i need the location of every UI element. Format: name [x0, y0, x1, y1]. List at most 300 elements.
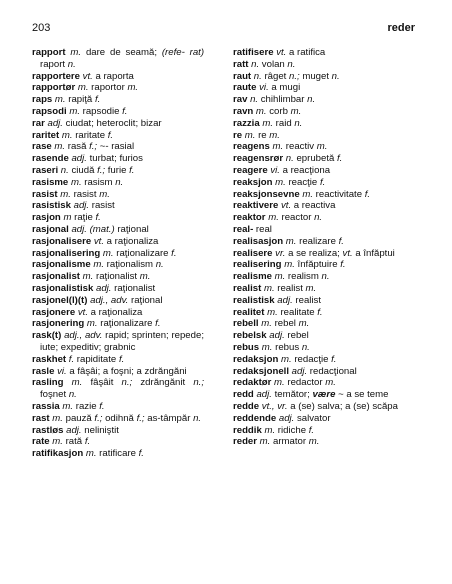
dictionary-entry [32, 354, 204, 366]
headword: reder [233, 436, 257, 448]
grammar-abbrev: m. [258, 318, 272, 330]
grammar-abbrev: n. [314, 212, 323, 224]
headword: rapsodi [32, 105, 67, 117]
dictionary-entry [32, 236, 204, 248]
definition: raţionalism [104, 259, 156, 271]
grammar-abbrev: f. [331, 353, 337, 365]
grammar-abbrev: f.; [136, 412, 145, 424]
dictionary-entry [32, 130, 204, 142]
definition: raţionalizare [97, 318, 156, 330]
dictionary-entry [32, 436, 204, 448]
dictionary-entry [233, 47, 405, 59]
dictionary-entry [233, 236, 405, 248]
emphasis: være [312, 389, 336, 401]
dictionary-entry [233, 389, 405, 401]
definition: ~- rasial [97, 141, 135, 153]
definition: corb [266, 105, 291, 117]
grammar-abbrev: f. [138, 448, 144, 460]
definition: turbat; furios [86, 153, 143, 165]
definition: ~ a se teme [335, 389, 389, 401]
headword: reagens [233, 141, 270, 153]
grammar-abbrev: m. [261, 282, 275, 294]
grammar-abbrev: m. [242, 129, 256, 141]
definition: raportor [88, 82, 128, 94]
definition: înfăptuire [294, 259, 341, 271]
definition: as-tâmpăr [144, 412, 194, 424]
grammar-abbrev: adj., adv. [61, 330, 103, 342]
definition: a înfăptui [352, 247, 395, 259]
grammar-abbrev: f. [308, 424, 315, 436]
definition: re [255, 129, 270, 141]
dictionary-entry [233, 271, 405, 283]
grammar-abbrev: n.; [121, 377, 133, 389]
dictionary-entry [32, 366, 204, 378]
dictionary-entry [32, 94, 204, 106]
headword: raut [233, 70, 252, 82]
grammar-abbrev: adj. [266, 330, 285, 342]
dictionary-entry [32, 82, 204, 94]
grammar-abbrev: n. [67, 58, 76, 70]
grammar-abbrev: n. [301, 341, 310, 353]
grammar-abbrev: adj., adv. [87, 294, 129, 306]
headword: rasjonalistisk [32, 282, 94, 294]
dictionary-entry [233, 342, 405, 354]
headword: redd [233, 389, 254, 401]
guide-word: reder [387, 22, 415, 34]
page-number: 203 [32, 22, 51, 34]
headword: rasjonel(l)(t) [32, 294, 88, 306]
grammar-abbrev: m. [90, 259, 104, 271]
dictionary-entry [233, 401, 405, 413]
definition: rebel [284, 330, 309, 342]
grammar-abbrev: m. [49, 436, 63, 448]
headword: realist [233, 282, 262, 294]
definition: rebel [271, 318, 299, 330]
grammar-abbrev: f. [171, 247, 177, 259]
headword: reaksjon [233, 176, 273, 188]
definition: a ratifica [286, 47, 326, 58]
dictionary-entry [233, 200, 405, 212]
grammar-abbrev: f. [122, 105, 128, 117]
headword: rasjonering [32, 318, 85, 330]
definition: real [253, 223, 272, 235]
grammar-abbrev: vt. [79, 70, 93, 82]
dictionary-entry [32, 212, 204, 224]
definition: armator [270, 436, 309, 448]
grammar-abbrev: m. [59, 129, 73, 141]
dictionary-entry [233, 295, 405, 307]
definition: raţional [114, 223, 149, 235]
dictionary-entry [233, 425, 405, 437]
headword: reddende [233, 412, 277, 424]
definition: realist [274, 282, 306, 294]
grammar-abbrev: n. [331, 70, 340, 82]
definition: raţionalist [111, 282, 156, 294]
grammar-abbrev: f.; [89, 141, 98, 153]
grammar-abbrev: m. [281, 259, 295, 271]
grammar-abbrev: adj. [253, 389, 272, 401]
grammar-abbrev: m. [290, 105, 302, 117]
grammar-abbrev: m. [272, 176, 286, 188]
dictionary-entry [32, 153, 204, 165]
grammar-abbrev: m. [80, 271, 94, 283]
dictionary-entry [233, 153, 405, 165]
definition: salvator [294, 412, 331, 424]
dictionary-entry [32, 307, 204, 319]
grammar-abbrev: m. [264, 306, 278, 318]
headword: rapportere [32, 70, 80, 82]
grammar-abbrev: adj. [93, 282, 112, 294]
grammar-abbrev: m. [283, 235, 297, 247]
definition: eprubetă [293, 153, 338, 165]
definition: rapiditate [74, 353, 119, 365]
grammar-abbrev: m. [100, 247, 114, 259]
dictionary-entry [233, 436, 405, 448]
definition: rapid; sprinten; repede; iute; expeditiv; grabnic [40, 330, 204, 353]
grammar-abbrev: m. [49, 412, 63, 424]
grammar-abbrev: f. [364, 188, 371, 200]
grammar-abbrev: f. [155, 318, 161, 330]
headword: rask(t) [32, 330, 62, 342]
definition: razie [73, 400, 100, 412]
dictionary-entry [233, 212, 405, 224]
definition: ridiche [275, 424, 309, 436]
grammar-abbrev: adj. [68, 153, 87, 165]
headword: rassia [32, 400, 60, 412]
grammar-abbrev: rat) [189, 47, 205, 58]
grammar-abbrev: m. [127, 82, 139, 94]
grammar-abbrev: f. [129, 164, 135, 176]
headword: realistisk [233, 294, 275, 306]
definition: redacţional [307, 365, 357, 377]
headword: ratifikasjon [32, 448, 84, 460]
dictionary-entry [233, 259, 405, 271]
grammar-abbrev: m. [99, 188, 110, 200]
grammar-abbrev: vi. [256, 82, 269, 94]
definition: fâşâit [82, 377, 122, 389]
dictionary-entry [32, 47, 204, 71]
headword: rapportør [32, 82, 76, 94]
grammar-abbrev: n. [307, 94, 316, 106]
dictionary-entry [32, 283, 204, 295]
grammar-abbrev: n. [283, 153, 294, 165]
dictionary-entry [32, 318, 204, 330]
grammar-abbrev: f. [94, 94, 101, 106]
headword: real- [233, 223, 254, 235]
headword: raseri [32, 164, 59, 176]
dictionary-entry [233, 377, 405, 389]
headword: rasjonal [32, 223, 69, 235]
definition: realism [285, 271, 322, 283]
definition: ratificare [96, 448, 139, 460]
headword: rar [32, 117, 45, 129]
headword: raskhet [32, 353, 67, 365]
definition: a se realiza; [285, 247, 343, 259]
grammar-abbrev: m. [261, 424, 276, 436]
definition: raport [40, 58, 68, 70]
headword: reagensrør [233, 153, 284, 165]
headword: redaksjonell [233, 365, 289, 377]
headword: realisasjon [233, 235, 284, 247]
definition: muget [299, 70, 332, 82]
dictionary-entry [233, 307, 405, 319]
dictionary-entry [32, 165, 204, 177]
headword: reaksjonsevne [233, 188, 300, 200]
right-column [233, 47, 405, 448]
definition: a (se) salva; a (se) scăpa [287, 400, 398, 412]
grammar-abbrev: n. [248, 58, 260, 70]
grammar-abbrev: vr. [272, 247, 286, 259]
grammar-abbrev: n. [58, 164, 69, 176]
dictionary-entry [32, 177, 204, 189]
dictionary-entry [32, 377, 204, 401]
definition: odihnă [102, 412, 137, 424]
headword: rasisme [32, 176, 69, 188]
dictionary-entry [233, 248, 405, 260]
headword: rasjonalisering [32, 247, 101, 259]
dictionary-entry [32, 295, 204, 307]
definition: raţionalist [93, 271, 140, 283]
definition: a reacţiona [279, 164, 331, 176]
dictionary-entry [233, 106, 405, 118]
grammar-abbrev: m. [51, 141, 66, 153]
grammar-abbrev: (refe- [161, 47, 185, 58]
grammar-abbrev: m. [66, 105, 80, 117]
definition: reactiv [283, 141, 317, 153]
grammar-abbrev: m. [259, 341, 273, 353]
left-column [32, 47, 204, 460]
grammar-abbrev: n. [294, 117, 303, 129]
headword: redaksjon [233, 353, 279, 365]
grammar-abbrev: n. [247, 94, 259, 106]
definition: chihlimbar [258, 94, 308, 106]
headword: rasjon [32, 212, 61, 224]
definition: temător; [271, 389, 313, 401]
grammar-abbrev: n. [115, 176, 124, 188]
grammar-abbrev: m. [57, 188, 71, 200]
grammar-abbrev: adj. [44, 117, 63, 129]
grammar-abbrev: n. [193, 412, 202, 424]
definition: furie [105, 164, 130, 176]
grammar-abbrev: m. [325, 377, 336, 389]
definition: dare de seamă; [81, 47, 162, 58]
definition: rapsodie [79, 105, 123, 117]
grammar-abbrev: vt. [342, 247, 353, 259]
dictionary-entry [233, 165, 405, 177]
headword: rasjonalist [32, 271, 80, 283]
headword: rastløs [32, 424, 64, 436]
headword: rapport [32, 47, 66, 58]
definition: a reactiva [291, 200, 336, 212]
grammar-abbrev: vt. [75, 306, 88, 318]
definition: rasism [81, 176, 116, 188]
headword: realitet [233, 306, 265, 318]
definition: raţionalizare [113, 247, 172, 259]
grammar-abbrev: adj. [274, 294, 293, 306]
definition: redacţie [291, 353, 332, 365]
definition: a raporta [92, 70, 134, 82]
headword: rebell [233, 318, 259, 330]
grammar-abbrev: n. [155, 259, 164, 271]
definition: raritate [72, 129, 108, 141]
definition: realist [292, 294, 322, 306]
dictionary-entry [32, 106, 204, 118]
definition: ciudă [68, 164, 98, 176]
grammar-abbrev: f. [66, 353, 75, 365]
headword: rav [233, 94, 248, 106]
dictionary-entry [32, 271, 204, 283]
definition: pauză [62, 412, 95, 424]
headword: rasistisk [32, 200, 71, 212]
grammar-abbrev: m. [59, 400, 74, 412]
dictionary-entry [32, 425, 204, 437]
grammar-abbrev: adj. (mat.) [68, 223, 115, 235]
grammar-abbrev: m. [305, 282, 317, 294]
grammar-abbrev: m. [83, 448, 97, 460]
dictionary-entry [233, 366, 405, 378]
headword: rasling [32, 377, 64, 389]
grammar-abbrev: m. [52, 94, 66, 106]
definition: rasă [65, 141, 90, 153]
dictionary-entry [32, 330, 204, 354]
definition: a raţionaliza [104, 235, 159, 247]
headword: re [233, 129, 243, 141]
dictionary-entry [32, 448, 204, 460]
grammar-abbrev: m. [269, 129, 280, 141]
headword: reaktor [233, 212, 266, 224]
grammar-abbrev: m. [265, 212, 279, 224]
headword: rate [32, 436, 50, 448]
grammar-abbrev: n.; [193, 377, 205, 389]
grammar-abbrev: m. [308, 436, 320, 448]
headword: razzia [233, 117, 260, 129]
headword: rasjonere [32, 306, 76, 318]
definition: ciudat; heteroclit; bizar [62, 117, 162, 129]
definition: raţie [71, 212, 96, 224]
headword: rasle [32, 365, 55, 377]
headword: rasist [32, 188, 58, 200]
dictionary-entry [32, 413, 204, 425]
headword: realisering [233, 259, 282, 271]
definition: rapiţă [65, 94, 95, 106]
grammar-abbrev: m. [269, 141, 284, 153]
grammar-abbrev: m. [63, 377, 83, 389]
headword: realisme [233, 271, 272, 283]
grammar-abbrev: m. [278, 353, 292, 365]
grammar-abbrev: f. [338, 235, 344, 247]
grammar-abbrev: m. [259, 117, 273, 129]
grammar-abbrev: m. [65, 47, 82, 58]
dictionary-entry [32, 200, 204, 212]
dictionary-entry [233, 141, 405, 153]
dictionary-entry [233, 94, 405, 106]
grammar-abbrev: m. [253, 105, 267, 117]
grammar-abbrev: m. [316, 141, 328, 153]
dictionary-entry [233, 413, 405, 425]
dictionary-entry [233, 71, 405, 83]
grammar-abbrev: m. [299, 188, 313, 200]
definition: foşnet [40, 389, 69, 401]
grammar-abbrev: f. [95, 212, 101, 224]
headword: ratifisere [233, 47, 274, 58]
grammar-abbrev: adj. [276, 412, 295, 424]
grammar-abbrev: vt., vr. [259, 400, 288, 412]
grammar-abbrev: f. [337, 153, 343, 165]
dictionary-entry [233, 118, 405, 130]
grammar-abbrev: f.; [97, 164, 106, 176]
dictionary-entry [233, 189, 405, 201]
grammar-abbrev: vt. [91, 235, 104, 247]
definition: reactor [278, 212, 315, 224]
headword: ravn [233, 105, 254, 117]
grammar-abbrev: n.; [289, 70, 300, 82]
headword: rebus [233, 341, 260, 353]
dictionary-entry [233, 130, 405, 142]
dictionary-entry [233, 177, 405, 189]
headword: rasjonalisme [32, 259, 91, 271]
definition: rasist [89, 200, 115, 212]
dictionary-entry [32, 118, 204, 130]
grammar-abbrev: f.; [94, 412, 103, 424]
grammar-abbrev: adj. [70, 200, 90, 212]
grammar-abbrev: m. [271, 377, 285, 389]
grammar-abbrev: vi. [54, 365, 67, 377]
grammar-abbrev: vi. [267, 164, 280, 176]
headword: raps [32, 94, 53, 106]
definition: neliniştit [81, 424, 119, 436]
definition: zdrăngănit [132, 377, 194, 389]
grammar-abbrev: f. [340, 259, 346, 271]
grammar-abbrev: f. [317, 306, 323, 318]
headword: reddik [233, 424, 262, 436]
headword: rase [32, 141, 52, 153]
headword: realisere [233, 247, 273, 259]
headword: rasende [32, 153, 69, 165]
dictionary-entry [233, 82, 405, 94]
dictionary-entry [233, 330, 405, 342]
grammar-abbrev: n. [287, 58, 296, 70]
dictionary-entry [233, 354, 405, 366]
grammar-abbrev: n. [251, 70, 262, 82]
dictionary-entry [233, 318, 405, 330]
grammar-abbrev: f. [84, 436, 91, 448]
grammar-abbrev: m. [139, 271, 151, 283]
grammar-abbrev: m. [75, 82, 89, 94]
dictionary-entry [32, 141, 204, 153]
definition: volan [259, 58, 288, 70]
dictionary-entry [32, 401, 204, 413]
definition: raid [273, 117, 295, 129]
grammar-abbrev: m. [68, 176, 82, 188]
headword: raute [233, 82, 257, 94]
headword: reagere [233, 164, 268, 176]
dictionary-entry [233, 224, 405, 236]
grammar-abbrev: m [60, 212, 72, 224]
definition: rasist [70, 188, 100, 200]
definition: a raţionaliza [88, 306, 143, 318]
grammar-abbrev: adj. [63, 424, 82, 436]
grammar-abbrev: m. [257, 436, 271, 448]
definition: reacţie [285, 176, 320, 188]
headword: ratt [233, 58, 249, 70]
grammar-abbrev: n. [68, 389, 77, 401]
definition: reactivitate [313, 188, 365, 200]
definition: raţional [128, 294, 163, 306]
headword: rebelsk [233, 330, 267, 342]
headword: redaktør [233, 377, 272, 389]
headword: rast [32, 412, 50, 424]
definition: rată [62, 436, 85, 448]
